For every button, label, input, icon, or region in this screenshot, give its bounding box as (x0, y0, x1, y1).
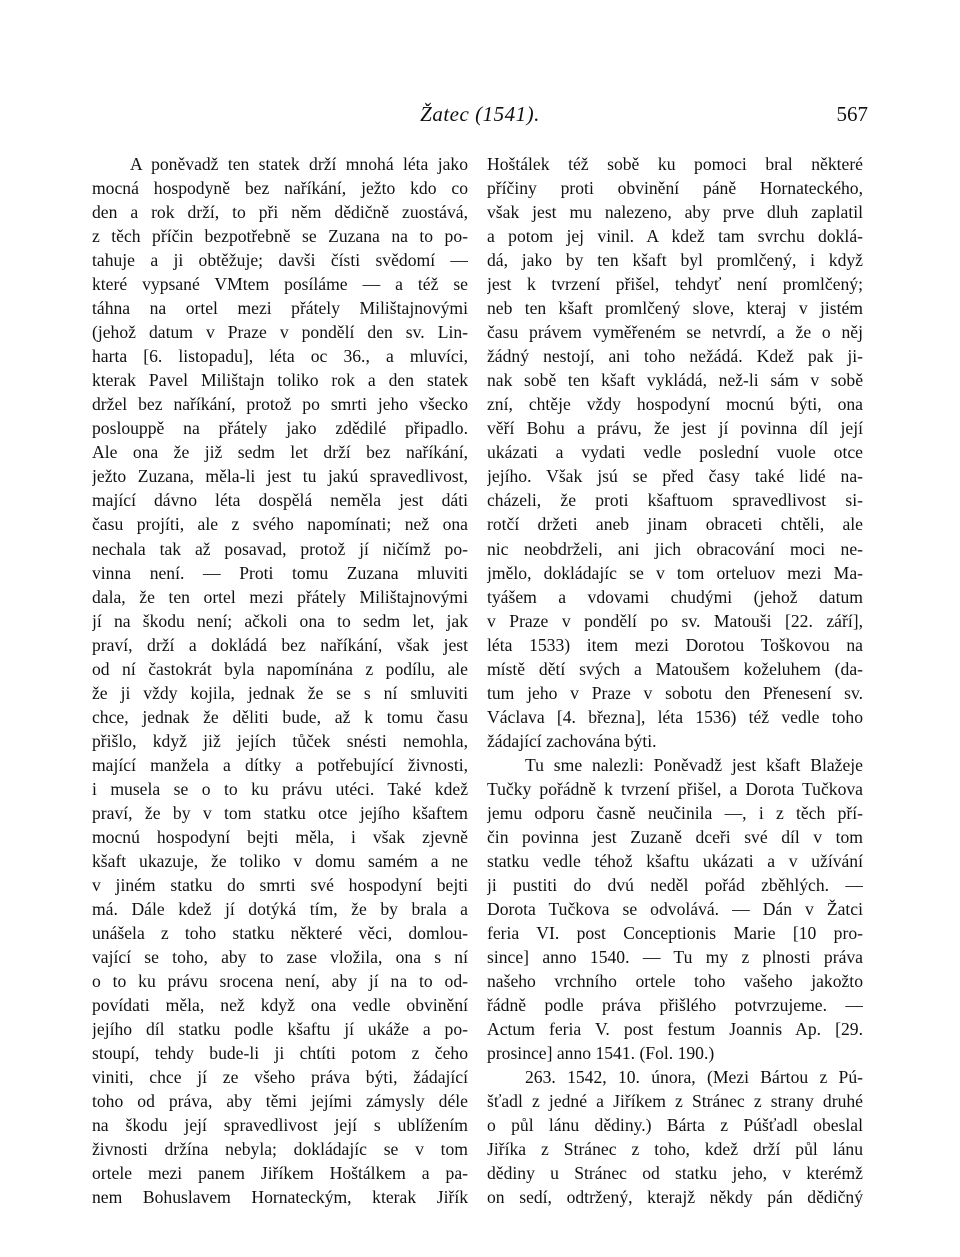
text-line: kterak Pavel Milištajn toliko rok a den statek (92, 370, 468, 391)
text-line: které vypsané VMtem posíláme — a též se (92, 274, 468, 295)
text-line: chce, jednak že děliti bude, až k tomu času (92, 706, 468, 727)
text-line: tahuje a ji obtěžuje; davši čísti svědomí — (92, 250, 468, 271)
text-line: o půl lánu dědiny.) Bárta z Púšťadl obeslal (487, 1115, 863, 1136)
text-line: v jiném statku do smrti své hospodyní bejti (92, 874, 468, 895)
text-line: (jehož datum v Praze v pondělí den sv. Lin- (92, 322, 468, 343)
text-line: mocná hospodyně bez naříkání, ježto kdo co (92, 178, 468, 199)
text-line: žádný nestojí, ani toho nežádá. Kdež pak ji- (487, 346, 863, 367)
text-line: 263. 1542, 10. února, (Mezi Bártou z Pú- (525, 1067, 863, 1088)
text-line: nak sobě ten kšaft vykládá, než-li sám v sobě (487, 370, 863, 391)
text-line: dědiny u Stránec od statku jeho, v kterémž (487, 1163, 863, 1184)
text-line: jejího díl statku podle kšaftu jí ukáže a po- (92, 1019, 468, 1040)
text-line: času projíti, ale z svého napomínati; než ona (92, 514, 468, 535)
text-line: stoupí, tehdy bude-li ji chtíti potom z čeho (92, 1043, 468, 1064)
text-line: léta 1533) item mezi Dorotou Toškovou na (487, 634, 863, 655)
text-line: ji pustiti do dvú neděl pořád zběhlých. — (487, 874, 863, 895)
text-line: že ji vždy kojila, jednak že se s ní smluviti (92, 682, 468, 703)
text-line: i musela se o to ku právu utéci. Také kdež (92, 778, 468, 799)
text-line: kšaft ukazuje, že toliko v domu samém a ne (92, 850, 468, 871)
text-line: věří Bohu a právu, že jest jí povinna díl její (487, 418, 863, 439)
text-line: řádně podle práva přišlého potvrzujeme. — (487, 995, 863, 1016)
text-line: vinna není. — Proti tomu Zuzana mluviti (92, 562, 468, 583)
text-line: v Praze v pondělí po sv. Matouši [22. září], (487, 610, 863, 631)
text-line: jí na škodu není; ačkoli ona to sedm let, jak (92, 610, 468, 631)
text-line: Václava [4. března], léta 1536) též vedle toho (487, 706, 863, 727)
text-line: od ní častokrát byla napomínána z podílu, ale (92, 658, 468, 679)
text-line: praví, drží a dokládá bez naříkání, však jest (92, 634, 468, 655)
text-line: času právem vyměřeném se netvrdí, a že o něj (487, 322, 863, 343)
text-line: živnosti držína nebyla; dokládajíc se v tom (92, 1139, 468, 1160)
text-line: nechala tak až posavad, protož jí ničímž po- (92, 538, 468, 559)
text-line: praví, že by v tom statku otce jejího kšaftem (92, 802, 468, 823)
text-line: tum jeho v Praze v sobotu den Přenesení sv. (487, 682, 863, 703)
text-line: Actum feria V. post festum Joannis Ap. [29. (487, 1019, 863, 1040)
text-line: však jest mu nalezeno, aby prve dluh zaplatil (487, 202, 863, 223)
text-line: dala, že ten ortel mezi přátely Milištajnovými (92, 586, 468, 607)
text-line: mocnú hospodyní bejti měla, i však zjevně (92, 826, 468, 847)
text-line: šťadl z jedné a Jiříkem z Stránec z strany druhé (487, 1091, 863, 1112)
running-head: Žatec (1541). (420, 102, 540, 126)
text-line: prosince] anno 1541. (Fol. 190.) (487, 1043, 715, 1064)
text-line: Jiříka z Stránec z toho, kdež drží půl lánu (487, 1139, 863, 1160)
text-line: harta [6. listopadu], léta oc 36., a mluvíci, (92, 346, 468, 367)
text-line: on sedí, odtržený, kterajž někdy pán dědičný (487, 1187, 863, 1208)
text-line: statku vedle téhož kšaftu ukázati a v užívání (487, 850, 863, 871)
text-line: since] anno 1540. — Tu my z plnosti práva (487, 947, 863, 968)
text-line: viniti, chce jí ze všeho práva býti, žádající (92, 1067, 468, 1088)
text-line: ježto Zuzana, měla-li jest tu jakú spravedlivost, (92, 466, 468, 487)
text-line: poslouppě na přátely jako zdědilé připadlo. (92, 418, 468, 439)
text-line: Tučky pořádně k tvrzení přišel, a Dorota Tučkova (487, 778, 863, 799)
text-line: jmělo, dokládajíc se v tom orteluov mezi Ma- (487, 562, 863, 583)
text-line: mající dávno léta dospělá neměla jest dáti (92, 490, 468, 511)
text-line: o to ku právu srocena není, aby jí na to od- (92, 971, 468, 992)
text-line: jejího. Však jsú se před časy také lidé na- (487, 466, 863, 487)
text-line: na škodu její spravedlivost její s ublížením (92, 1115, 468, 1136)
text-line: nem Bohuslavem Hornateckým, kterak Jiřík (92, 1187, 468, 1208)
text-line: Dorota Tučkova se odvolává. — Dán v Žatci (487, 898, 863, 919)
text-line: zní, chtěje vždy hospodyní mocnú býti, ona (487, 394, 863, 415)
text-line: čin povinna jest Zuzaně dceři své díl v tom (487, 826, 863, 847)
text-line: z těch příčin bezpotřebně se Zuzana na to po- (92, 226, 468, 247)
text-line: místě dětí svých a Matoušem koželuhem (da- (487, 658, 863, 679)
page-number: 567 (836, 102, 868, 126)
text-line: rotčí držeti aneb jinam obraceti chtěli, ale (487, 514, 863, 535)
text-line: unášela z toho statku některé věci, domlou- (92, 923, 468, 943)
text-line: tyášem a vdovami chudými (jehož datum (487, 586, 863, 607)
text-line: příčiny proti obvinění páně Hornateckého, (487, 178, 863, 199)
text-line: našeho vrchního ortele toho vašeho jakožto (487, 971, 863, 992)
page-header (92, 102, 868, 132)
text-line: jemu odporu časně neučinila —, i z těch pří- (487, 802, 863, 823)
text-line: den a rok drží, to při něm dědičně zuostává, (92, 202, 468, 223)
text-line: cházeli, že proti kšaftuom spravedlivost si- (487, 490, 863, 511)
text-line: povídati měla, než když ona vedle obvinění (92, 995, 468, 1016)
text-line: mající manžela a dítky a potřebující živnosti, (92, 754, 468, 775)
text-line: Tu sme nalezli: Poněvadž jest kšaft Blažeje (525, 754, 863, 775)
text-line: Hoštálek též sobě ku pomoci bral některé (487, 154, 863, 174)
text-line: držel bez naříkání, protož po smrti jeho všecko (92, 394, 468, 415)
text-line: přišlo, když již jejích tůček snésti nemohla, (92, 730, 468, 751)
text-line: A poněvadž ten statek drží mnohá léta jako (130, 154, 468, 174)
text-line: ukázati a vydati vedle poslední vuole otce (487, 442, 863, 463)
text-line: neb ten kšaft promlčený slove, kteraj v jistém (487, 298, 863, 319)
text-line: dá, jako by ten kšaft byl promlčený, i když (487, 250, 863, 271)
text-line: vající se toho, aby to zase vložila, ona s ní (92, 947, 468, 968)
left-column (92, 152, 468, 1209)
text-line: toho od práva, aby těmi jejími zámysly déle (92, 1091, 468, 1112)
text-line: táhna na ortel mezi přátely Milištajnovými (92, 298, 468, 319)
text-line: žádající zachována býti. (487, 730, 657, 751)
text-line: ortele mezi panem Jiříkem Hoštálkem a pa- (92, 1163, 468, 1184)
right-column (487, 152, 863, 1209)
text-line: a potom jej vinil. A kdež tam svrchu doklá- (487, 226, 863, 247)
text-line: Ale ona že již sedm let drží bez naříkání, (92, 442, 468, 463)
text-line: jest k tvrzení přišel, tehdyť není promlčený; (487, 274, 863, 295)
text-line: feria VI. post Conceptionis Marie [10 pro- (487, 923, 863, 943)
text-line: nic neobdrželi, ani jich obracování moci ne- (487, 538, 863, 559)
text-line: má. Dále kdež jí dotýká tím, že by brala a (92, 898, 468, 919)
